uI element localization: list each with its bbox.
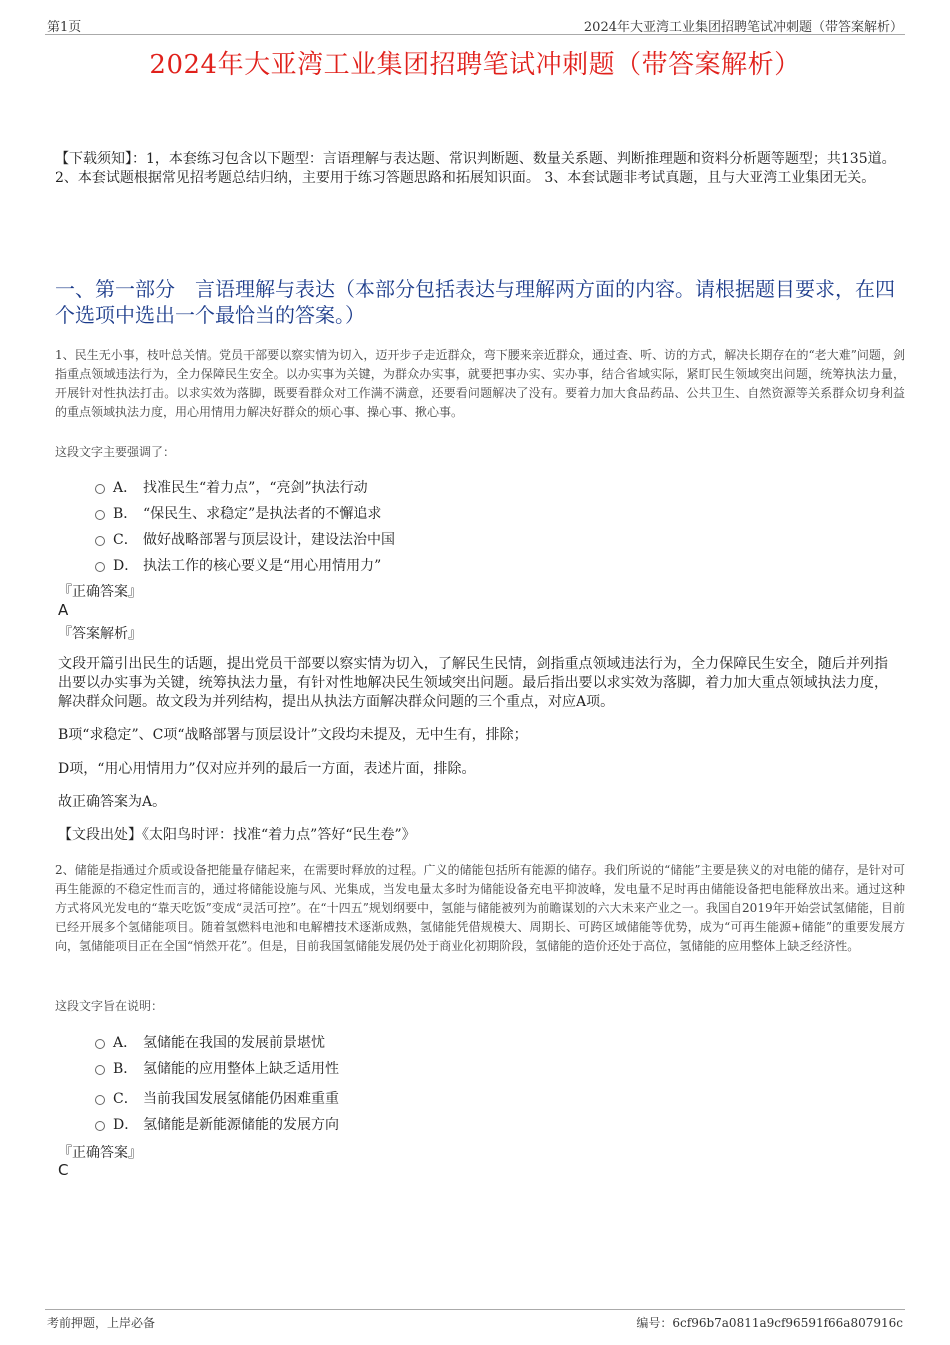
option-letter: D． bbox=[113, 1117, 139, 1133]
question-1-answer: A bbox=[58, 601, 69, 619]
question-1-analysis-label: 『答案解析』 bbox=[58, 626, 142, 642]
radio-icon[interactable] bbox=[95, 1039, 105, 1049]
footer-divider bbox=[45, 1309, 905, 1310]
radio-icon[interactable] bbox=[95, 536, 105, 546]
question-1-analysis-paragraph: B项“求稳定”、C项“战略部署与顶层设计”文段均未提及，无中生有，排除； bbox=[58, 727, 528, 743]
question-1-prompt: 这段文字主要强调了： bbox=[55, 445, 176, 459]
page-title: 2024年大亚湾工业集团招聘笔试冲刺题（带答案解析） bbox=[149, 50, 801, 80]
option-letter: C． bbox=[113, 532, 138, 548]
option-letter: A． bbox=[113, 1035, 138, 1051]
question-1-option-d[interactable] bbox=[95, 555, 381, 575]
option-text: 做好战略部署与顶层设计，建设法治中国 bbox=[143, 532, 395, 548]
option-letter: C． bbox=[113, 1091, 138, 1107]
footer-doc-code: 编号：6cf96b7a0811a9cf96591f66a807916c bbox=[636, 1316, 903, 1330]
question-1-passage: 1、民生无小事，枝叶总关情。党员干部要以察实情为切入，迈开步子走近群众，弯下腰来亲近群众，通过查、听、访的方式，解决长期存在的“老大难”问题，剑指重点领域违法行为，全力保障民生安全。以办实事为关键，为群众办实事，就要把事办实、实办事，结合省域实际，紧盯民生领域突出问题，统筹执法力量，开展针对性执法打击。以求实效为落脚，既要看群众对工作满不满意，还要看问题解决了没有。要着力加大食品药品、公共卫生、自然资源等关系群众切身利益的重点领域执法力度，用心用情用力解决好群众的烦心事、操心事、揪心事。 bbox=[55, 348, 905, 419]
option-text: 氢储能在我国的发展前景堪忧 bbox=[143, 1035, 325, 1051]
question-1-source: 【文段出处】《太阳鸟时评：找准“着力点”答好“民生卷”》 bbox=[58, 827, 416, 843]
option-letter: D． bbox=[113, 558, 139, 574]
radio-icon[interactable] bbox=[95, 484, 105, 494]
radio-icon[interactable] bbox=[95, 1121, 105, 1131]
radio-icon[interactable] bbox=[95, 1065, 105, 1075]
header-divider bbox=[45, 34, 905, 35]
question-1-option-c[interactable] bbox=[95, 529, 395, 549]
question-1-analysis-paragraph: 文段开篇引出民生的话题，提出党员干部要以察实情为切入，了解民生民情，剑指重点领域违法行为，全力保障民生安全，随后并列指出要以办实事为关键，统筹执法力量，有针对性地解决民生领域突出问题。最后指出要以求实效为落脚，着力加大重点领域执法力度，解决群众问题。故文段为并列结构，提出从执法方面解决群众问题的三个重点，对应A项。 bbox=[58, 656, 888, 710]
header-doc-title: 2024年大亚湾工业集团招聘笔试冲刺题（带答案解析） bbox=[583, 20, 903, 35]
option-text: “保民生、求稳定”是执法者的不懈追求 bbox=[143, 506, 382, 522]
option-letter: B． bbox=[113, 1061, 138, 1077]
option-text: 氢储能的应用整体上缺乏适用性 bbox=[143, 1061, 339, 1077]
question-2-answer: C bbox=[58, 1161, 69, 1179]
option-text: 执法工作的核心要义是“用心用情用力” bbox=[143, 558, 382, 574]
question-1-option-a[interactable] bbox=[95, 477, 368, 497]
radio-icon[interactable] bbox=[95, 510, 105, 520]
question-2-option-a[interactable] bbox=[95, 1032, 325, 1052]
question-2-prompt: 这段文字旨在说明： bbox=[55, 999, 164, 1013]
question-2-option-c[interactable] bbox=[95, 1088, 339, 1108]
radio-icon[interactable] bbox=[95, 1095, 105, 1105]
option-letter: B． bbox=[113, 506, 138, 522]
footer-slogan: 考前押题，上岸必备 bbox=[47, 1316, 156, 1330]
option-text: 找准民生“着力点”，“亮剑”执法行动 bbox=[143, 480, 368, 496]
question-2-passage: 2、储能是指通过介质或设备把能量存储起来，在需要时释放的过程。广义的储能包括所有能源的储存。我们所说的“储能”主要是狭义的对电能的储存，是针对可再生能源的不稳定性而言的，通过将储能设施与风、光集成，当发电量太多时为储能设备充电平抑波峰，发电量不足时再由储能设备把电能释放出来。通过这种方式将风光发电的“靠天吃饭”变成“灵活可控”。在“十四五”规划纲要中，氢能与储能被列为前瞻谋划的六大未来产业之一。我国自2019年开始尝试氢储能，目前已经开展多个氢储能项目。随着氢燃料电池和电解槽技术逐渐成熟，氢储能凭借规模大、周期长、可跨区域储能等优势，成为“可再生能源+储能”的重要发展方向，氢储能项目正在全国“悄然开花”。但是，目前我国氢储能发展仍处于商业化初期阶段，氢储能的造价还处于高位，氢储能的应用整体上缺乏经济性。 bbox=[55, 863, 905, 953]
question-1-answer-label: 『正确答案』 bbox=[58, 584, 142, 600]
option-letter: A． bbox=[113, 480, 138, 496]
question-2-answer-label: 『正确答案』 bbox=[58, 1145, 142, 1161]
radio-icon[interactable] bbox=[95, 562, 105, 572]
section-title: 一、第一部分 言语理解与表达（本部分包括表达与理解两方面的内容。请根据题目要求，在四个选项中选出一个最恰当的答案。） bbox=[55, 277, 895, 327]
question-1-analysis-paragraph: 故正确答案为A。 bbox=[58, 794, 167, 810]
question-1-analysis-paragraph: D项，“用心用情用力”仅对应并列的最后一方面，表述片面，排除。 bbox=[58, 761, 476, 777]
question-2-option-d[interactable] bbox=[95, 1114, 339, 1134]
page-number: 第1页 bbox=[47, 20, 82, 35]
option-text: 氢储能是新能源储能的发展方向 bbox=[143, 1117, 339, 1133]
question-2-option-b[interactable] bbox=[95, 1058, 339, 1078]
question-1-option-b[interactable] bbox=[95, 503, 381, 523]
option-text: 当前我国发展氢储能仍困难重重 bbox=[143, 1091, 339, 1107]
download-notice: 【下载须知】：1，本套练习包含以下题型：言语理解与表达题、常识判断题、数量关系题、判断推理题和资料分析题等题型；共135道。 2、本套试题根据常见招考题总结归纳，主要用于练习答题思路和拓展知识面。 3、本套试题非考试真题，且与大亚湾工业集团无关。 bbox=[55, 151, 896, 186]
